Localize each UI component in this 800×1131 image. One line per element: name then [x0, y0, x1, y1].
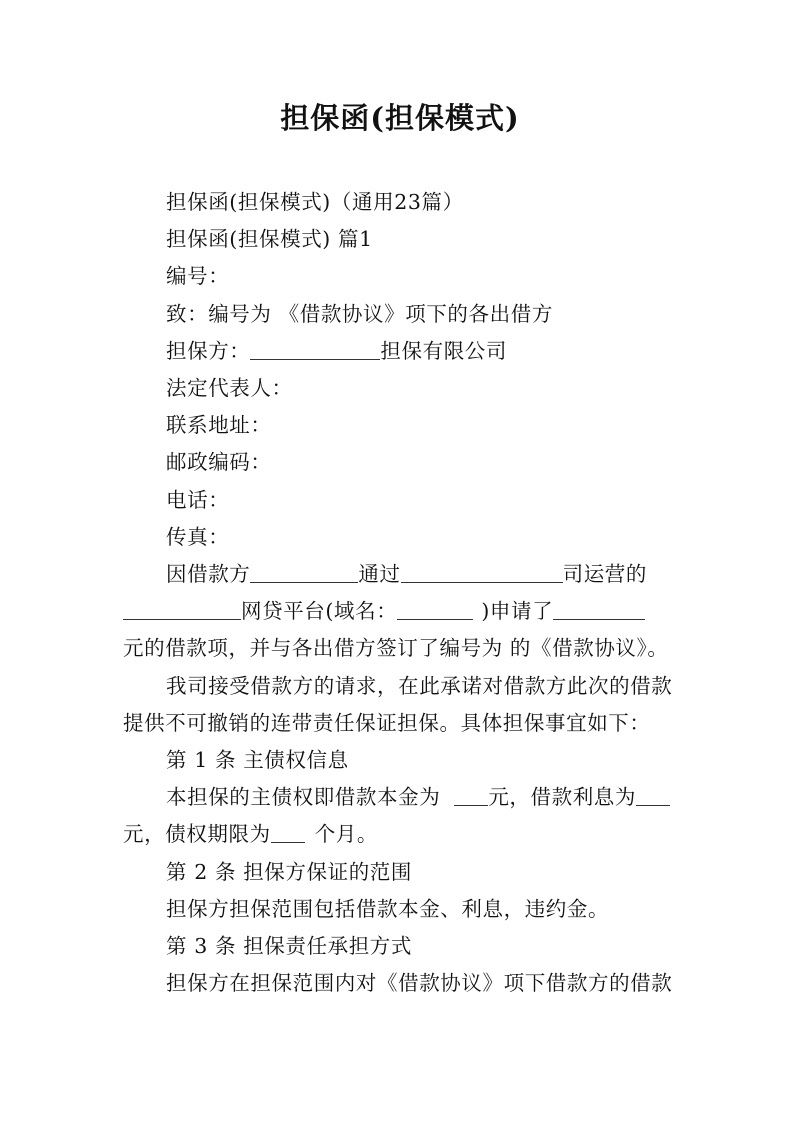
p1-via-label: 通过	[358, 562, 401, 587]
interest-blank	[636, 783, 670, 806]
paragraph-2-line-1: 我司接受借款方的请求，在此承诺对借款方此次的借款	[166, 673, 673, 698]
serial-line: 编号：	[166, 264, 230, 289]
art1-principal-label: 本担保的主债权即借款本金为	[166, 785, 441, 810]
chapter-heading: 担保函(担保模式) 篇1	[166, 227, 373, 252]
subtitle-line: 担保函(担保模式)（通用23篇）	[166, 190, 464, 214]
article-1-line-2	[123, 816, 683, 853]
postcode-line: 邮政编码：	[166, 450, 272, 475]
art1-months-label: 个月。	[314, 822, 379, 847]
platform-blank	[123, 597, 241, 620]
address-line: 联系地址：	[166, 413, 272, 438]
art1-interest-label: 元，借款利息为	[488, 785, 637, 810]
article-2-heading: 第 2 条 担保方保证的范围	[166, 859, 412, 884]
company-blank	[401, 560, 563, 583]
guarantor-label: 担保方：	[166, 338, 251, 363]
p1-operate-label: 司运营的	[562, 562, 648, 587]
recipient-line: 致：编号为 《借款协议》项下的各出借方	[166, 301, 553, 326]
phone-line: 电话：	[166, 487, 230, 512]
guarantor-line	[123, 333, 683, 370]
guarantor-suffix: 担保有限公司	[380, 338, 508, 363]
borrower-blank	[250, 560, 358, 583]
paragraph-1-line-1	[123, 556, 683, 593]
p1-platform-label: 网贷平台(域名：	[241, 599, 398, 624]
amount-blank	[553, 597, 645, 620]
paragraph-1-line-3: 元的借款项，并与各出借方签订了编号为 的《借款协议》。	[123, 636, 669, 661]
document-title: 担保函(担保模式)	[280, 101, 520, 135]
paragraph-1-line-2	[123, 593, 683, 630]
article-3-heading: 第 3 条 担保责任承担方式	[166, 934, 412, 959]
art1-term-label: 元，债权期限为	[123, 822, 271, 847]
term-blank	[271, 820, 305, 843]
document-body	[123, 184, 683, 1002]
domain-blank	[397, 597, 473, 620]
guarantor-blank	[250, 337, 380, 360]
p1-applied-label: )申请了	[481, 599, 554, 624]
article-1-heading: 第 1 条 主债权信息	[166, 748, 349, 773]
article-3-text: 担保方在担保范围内对《借款协议》项下借款方的借款	[166, 971, 673, 996]
legal-rep-line: 法定代表人：	[166, 376, 293, 401]
p1-borrower-label: 因借款方	[166, 562, 251, 587]
principal-blank	[454, 783, 488, 806]
fax-line: 传真：	[166, 524, 230, 549]
article-2-text: 担保方担保范围包括借款本金、利息，违约金。	[166, 896, 610, 921]
paragraph-2-line-2: 提供不可撤销的连带责任保证担保。具体担保事宜如下：	[123, 710, 651, 735]
article-1-line-1	[123, 779, 683, 816]
